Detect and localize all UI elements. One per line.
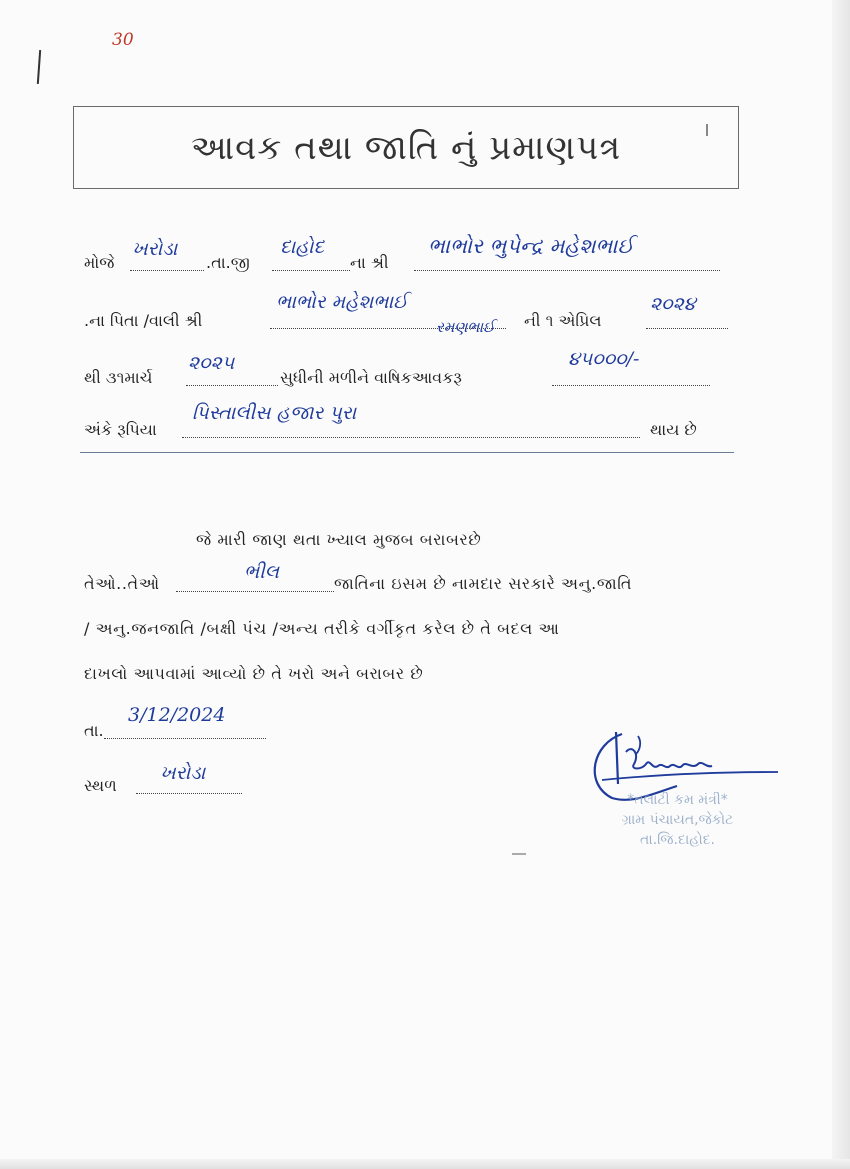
name-handwritten: ભાભોર ભુપેન્દ્ર મહેશભાઈ — [428, 234, 634, 258]
line3-prefix: થી ૩૧માર્ચ — [84, 368, 153, 387]
title-box — [73, 106, 739, 189]
taluka-label: .તા.જી — [206, 253, 250, 272]
father-name-extra-handwritten: રમણભાઈ — [436, 318, 495, 336]
april-label: ની ૧ એપ્રિલ — [524, 311, 602, 330]
declaration-line3: / અનુ.જનજાતિ /બક્ષી પંચ /અન્ય તરીકે વર્ગીકૃત કરેલ છે તે બદલ આ — [84, 619, 560, 638]
scan-edge — [832, 0, 850, 1169]
amount-words-handwritten: પિસ્તાલીસ હજાર પુરા — [192, 402, 357, 424]
march-year-handwritten: ૨૦૨૫ — [188, 352, 235, 374]
date-handwritten: 3/12/2024 — [128, 704, 226, 726]
line4-prefix: અંકે રૂપિયા — [84, 420, 157, 439]
place-handwritten: ખરોડા — [160, 762, 206, 784]
official-stamp — [590, 790, 765, 850]
line4-suffix: થાય છે — [650, 420, 697, 439]
district-handwritten: દાહોદ — [280, 236, 325, 258]
income-label: સુધીની મળીને વાષિકઆવકરૂ — [280, 368, 462, 387]
date-label: તા. — [84, 721, 104, 740]
scan-speck — [706, 124, 708, 136]
name-label: ના શ્રી — [350, 253, 389, 272]
declaration-line2-suffix: જાતિના ઇસમ છે નામદાર સરકારે અનુ.જાતિ — [334, 574, 633, 593]
page-title: આવક તથા જાતિ નું પ્રમાણપત્ર — [190, 127, 622, 168]
margin-mark — [37, 50, 41, 84]
declaration-line4: દાખલો આપવામાં આવ્યો છે તે ખરો અને બરાબર છે — [84, 664, 424, 683]
declaration-line1: જે મારી જાણ થતા ખ્યાલ મુજબ બરાબરછે — [196, 530, 482, 549]
line1-prefix: મોજે — [84, 253, 115, 272]
declaration-line2-prefix: તેઓ..તેઓ — [84, 574, 160, 593]
section-divider — [80, 452, 734, 453]
scan-edge-bottom — [0, 1159, 850, 1169]
april-year-handwritten: ૨૦૨૪ — [650, 293, 696, 315]
amount-handwritten: ૪૫૦૦૦/- — [568, 348, 640, 370]
caste-handwritten: ભીલ — [244, 561, 279, 583]
scan-speck — [512, 853, 526, 855]
stamp-line3: તા.જિ.દાહોદ. — [639, 832, 715, 848]
village-handwritten: ખરોડા — [132, 238, 178, 260]
stamp-line1: *તલાટી કમ મંત્રી* — [627, 792, 728, 808]
father-name-handwritten: ભાભોર મહેશભાઈ — [276, 291, 408, 313]
place-label: સ્થળ — [84, 776, 117, 795]
line2-prefix: .ના પિતા /વાલી શ્રી — [84, 311, 203, 330]
stamp-line2: ગ્રામ પંચાયત,જેકોટ — [621, 812, 734, 828]
page-number: 30 — [112, 30, 134, 50]
